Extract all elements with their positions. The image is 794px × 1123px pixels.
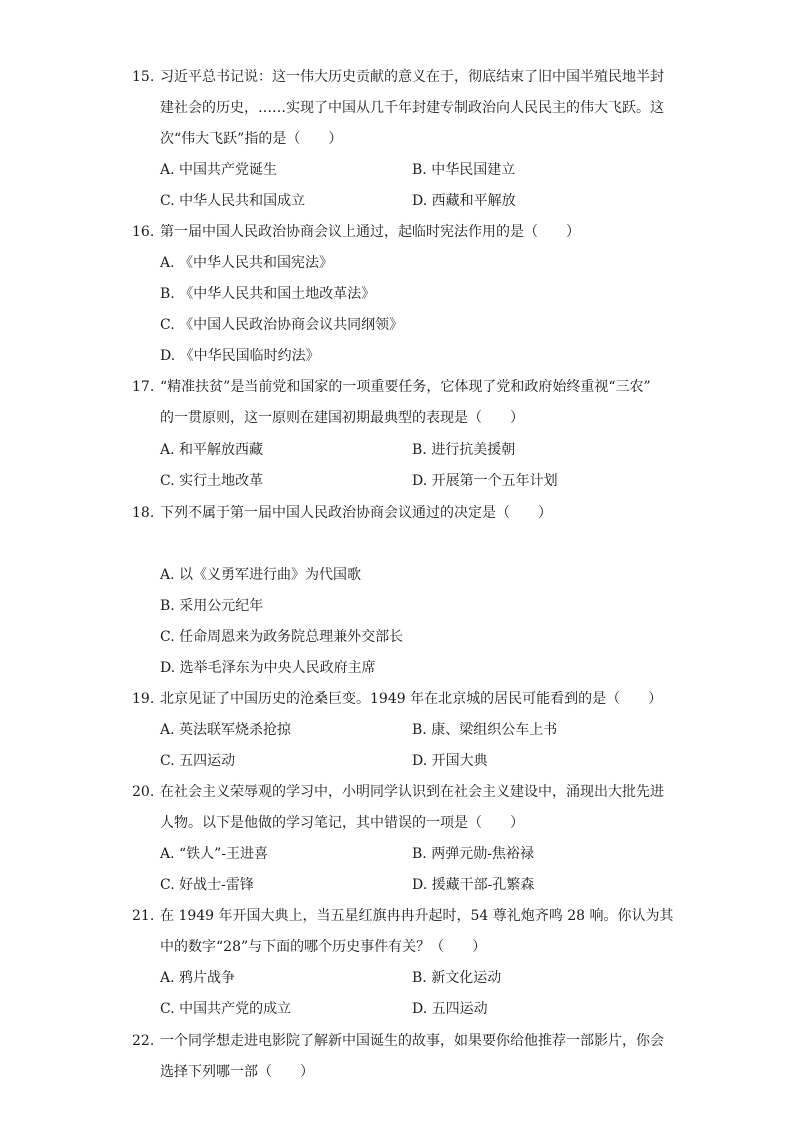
- option-c: C. 好战士-雷锋: [160, 877, 254, 893]
- option-c: C. 五四运动: [160, 753, 236, 769]
- option-a: A. 《中华人民共和国宪法》: [160, 255, 334, 271]
- option-b: B. 新文化运动: [412, 970, 502, 986]
- question-stem-line: 在 1949 年开国大典上，当五星红旗冉冉升起时，54 尊礼炮齐鸣 28 响。你认为其: [160, 908, 674, 924]
- option-d: D. 援藏干部-孔繁森: [412, 877, 535, 893]
- question-stem-line: 中的数字“28”与下面的哪个历史事件有关？（ ）: [160, 939, 487, 955]
- question-stem-line: 建社会的历史，……实现了中国从几千年封建专制政治向人民民主的伟大飞跃。这: [160, 100, 664, 116]
- option-a: A. 鸦片战争: [160, 970, 236, 986]
- option-d: D. 开国大典: [412, 753, 488, 769]
- question-number: 17.: [132, 379, 155, 395]
- question-stem-line: 下列不属于第一届中国人民政治协商会议通过的决定是（ ）: [160, 505, 552, 521]
- option-a: A. “铁人”-王进喜: [160, 846, 269, 862]
- option-d: D. 五四运动: [412, 1001, 488, 1017]
- option-a: A. 英法联军烧杀抢掠: [160, 722, 292, 738]
- option-c: C. 实行土地改革: [160, 473, 264, 489]
- question-number: 19.: [132, 691, 155, 707]
- option-d: D. 《中华民国临时约法》: [160, 348, 320, 364]
- question-stem-line: 习近平总书记说：这一伟大历史贡献的意义在于，彻底结束了旧中国半殖民地半封: [160, 69, 664, 85]
- question-number: 20.: [132, 784, 155, 800]
- option-a: A. 以《义勇军进行曲》为代国歌: [160, 567, 362, 583]
- question-stem-line: 人物。以下是他做的学习笔记，其中错误的一项是（ ）: [160, 815, 524, 831]
- question-stem-line: “精准扶贫”是当前党和国家的一项重要任务，它体现了党和政府始终重视“三农”: [160, 379, 651, 395]
- question-stem-line: 一个同学想走进电影院了解新中国诞生的故事，如果要你给他推荐一部影片，你会: [160, 1033, 664, 1049]
- question-number: 21.: [132, 908, 155, 924]
- question-stem-line: 北京见证了中国历史的沧桑巨变。1949 年在北京城的居民可能看到的是（ ）: [160, 691, 663, 707]
- option-b: B. 《中华人民共和国土地改革法》: [160, 286, 376, 302]
- option-b: B. 进行抗美援朝: [412, 442, 516, 458]
- option-b: B. 两弹元勋-焦裕禄: [412, 846, 534, 862]
- option-b: B. 中华民国建立: [412, 162, 516, 178]
- question-number: 22.: [132, 1033, 155, 1049]
- option-a: A. 和平解放西藏: [160, 442, 264, 458]
- question-stem-line: 第一届中国人民政治协商会议上通过，起临时宪法作用的是（ ）: [160, 224, 580, 240]
- question-stem-line: 选择下列哪一部（ ）: [160, 1064, 314, 1080]
- question-number: 18.: [132, 505, 155, 521]
- option-c: C. 任命周恩来为政务院总理兼外交部长: [160, 629, 404, 645]
- question-number: 16.: [132, 224, 155, 240]
- option-a: A. 中国共产党诞生: [160, 162, 278, 178]
- option-d: D. 选举毛泽东为中央人民政府主席: [160, 660, 376, 676]
- question-number: 15.: [132, 69, 155, 85]
- question-stem-line: 的一贯原则，这一原则在建国初期最典型的表现是（ ）: [160, 410, 524, 426]
- option-c: C. 中华人民共和国成立: [160, 193, 306, 209]
- option-d: D. 开展第一个五年计划: [412, 473, 558, 489]
- question-stem-line: 在社会主义荣辱观的学习中，小明同学认识到在社会主义建设中，涌现出大批先进: [160, 784, 664, 800]
- option-c: C. 《中国人民政治协商会议共同纲领》: [160, 317, 404, 333]
- question-stem-line: 次“伟大飞跃”指的是（ ）: [160, 131, 343, 147]
- option-b: B. 采用公元纪年: [160, 598, 264, 614]
- option-b: B. 康、梁组织公车上书: [412, 722, 558, 738]
- option-c: C. 中国共产党的成立: [160, 1001, 292, 1017]
- option-d: D. 西藏和平解放: [412, 193, 516, 209]
